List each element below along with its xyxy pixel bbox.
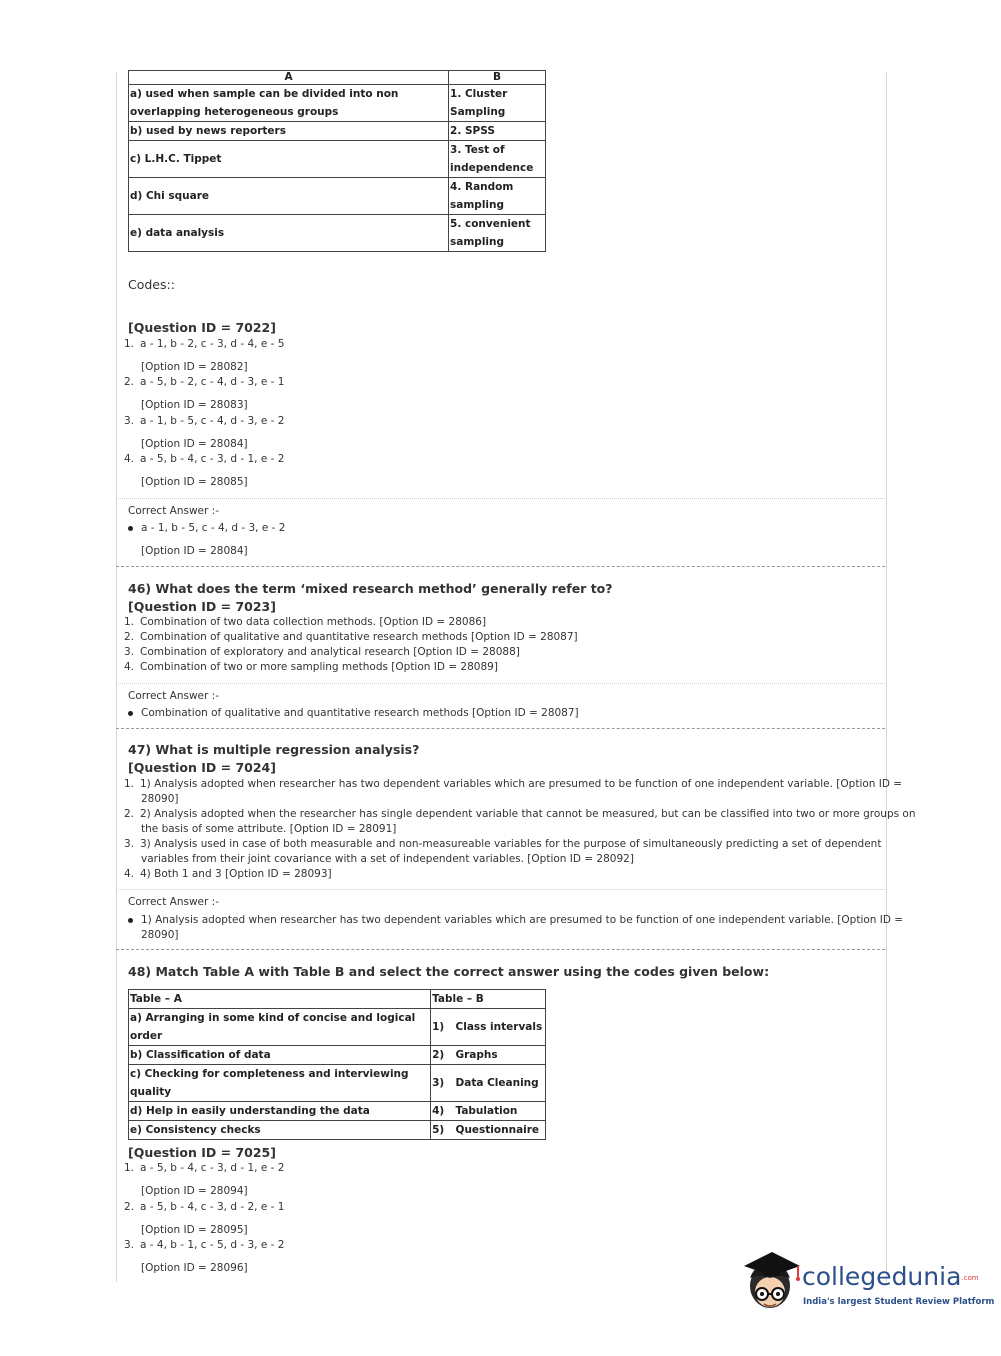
- table1-header-b: B: [449, 71, 546, 85]
- logo-suffix: .com: [961, 1274, 979, 1282]
- question-id: [Question ID = 7024]: [128, 760, 276, 775]
- option-number: 1.: [124, 778, 135, 790]
- option-item: [124, 452, 284, 467]
- option-number: 2.: [124, 1201, 135, 1213]
- table1-cell-a: d) Chi square: [129, 178, 449, 215]
- option-text: Combination of two or more sampling methods [Option ID = 28089]: [140, 661, 498, 673]
- question-title: 47) What is multiple regression analysis?: [128, 742, 420, 757]
- correct-answer: [128, 913, 903, 928]
- question-divider: [116, 566, 885, 567]
- option-text: a - 5, b - 4, c - 3, d - 2, e - 1: [140, 1201, 285, 1213]
- option-text: Combination of qualitative and quantitative research methods [Option ID = 28087]: [140, 631, 578, 643]
- table1-cell-a: e) data analysis: [129, 215, 449, 252]
- option-text: a - 5, b - 4, c - 3, d - 1, e - 2: [140, 453, 285, 465]
- table2-cell-a: c) Checking for completeness and interviewing quality: [129, 1065, 431, 1102]
- option-text: a - 5, b - 4, c - 3, d - 1, e - 2: [140, 1162, 285, 1174]
- option-text: 2) Analysis adopted when the researcher has single dependent variable that cannot be measured, but can be classified into two or more groups on: [140, 808, 916, 820]
- question-id: [Question ID = 7025]: [128, 1145, 276, 1160]
- table2-cell-num: 3): [431, 1065, 455, 1102]
- table2-cell-b: Graphs: [455, 1046, 546, 1065]
- option-text: 1) Analysis adopted when researcher has two dependent variables which are presumed to be function of one independent variable. [Option ID =: [140, 778, 903, 790]
- option-number: 4.: [124, 661, 135, 673]
- option-number: 2.: [124, 631, 135, 643]
- question-id: [Question ID = 7022]: [128, 320, 276, 335]
- option-item: [124, 414, 284, 429]
- option-number: 3.: [124, 646, 135, 658]
- question-divider: [116, 728, 885, 729]
- correct-answer: [128, 521, 285, 536]
- table1-cell-b: 4. Random sampling: [449, 178, 546, 215]
- table2-cell-a: d) Help in easily understanding the data: [129, 1102, 431, 1121]
- option-item: [124, 867, 332, 882]
- option-id: [Option ID = 28084]: [141, 545, 248, 557]
- option-text: 3) Analysis used in case of both measurable and non-measureable variables for the purpose of simultaneously predicting a set of dependent: [140, 838, 882, 850]
- bullet-icon: [128, 711, 133, 716]
- bullet-icon: [128, 918, 133, 923]
- table2-header-a: Table – A: [129, 990, 431, 1009]
- option-text: a - 5, b - 2, c - 4, d - 3, e - 1: [140, 376, 285, 388]
- option-number: 4.: [124, 868, 135, 880]
- match-table-2: [128, 989, 546, 1140]
- option-number: 1.: [124, 1162, 135, 1174]
- table2-header-b: Table – B: [431, 990, 546, 1009]
- option-number: 2.: [124, 808, 135, 820]
- option-item: [124, 645, 520, 660]
- section-separator: [116, 889, 885, 890]
- option-text: Combination of exploratory and analytical research [Option ID = 28088]: [140, 646, 520, 658]
- correct-answer-label: Correct Answer :-: [128, 690, 219, 702]
- table1-cell-a: a) used when sample can be divided into non overlapping heterogeneous groups: [129, 85, 449, 122]
- logo-wordmark: [802, 1262, 979, 1291]
- option-item: [124, 375, 284, 390]
- option-item: [124, 777, 902, 792]
- option-item: [124, 630, 578, 645]
- correct-answer: [128, 706, 579, 721]
- option-id: [Option ID = 28095]: [141, 1224, 248, 1236]
- table2-cell-b: Tabulation: [455, 1102, 546, 1121]
- option-id: [Option ID = 28096]: [141, 1262, 248, 1274]
- table2-cell-num: 2): [431, 1046, 455, 1065]
- table1-cell-b: 1. Cluster Sampling: [449, 85, 546, 122]
- correct-answer-continuation: 28090]: [141, 929, 179, 941]
- table1-header-a: A: [129, 71, 449, 85]
- option-number: 3.: [124, 838, 135, 850]
- option-number: 1.: [124, 616, 135, 628]
- table2-cell-a: b) Classification of data: [129, 1046, 431, 1065]
- option-number: 3.: [124, 415, 135, 427]
- table2-cell-b: Questionnaire: [455, 1121, 546, 1140]
- question-title: 46) What does the term ‘mixed research method’ generally refer to?: [128, 581, 613, 596]
- option-id: [Option ID = 28085]: [141, 476, 248, 488]
- table1-cell-b: 2. SPSS: [449, 122, 546, 141]
- codes-label: Codes::: [128, 277, 175, 292]
- option-number: 3.: [124, 1239, 135, 1251]
- option-id: [Option ID = 28083]: [141, 399, 248, 411]
- option-id: [Option ID = 28082]: [141, 361, 248, 373]
- table1-cell-b: 3. Test of independence: [449, 141, 546, 178]
- option-item: [124, 615, 486, 630]
- logo-name: collegedunia: [802, 1262, 962, 1291]
- question-id: [Question ID = 7023]: [128, 599, 276, 614]
- question-divider: [116, 949, 885, 950]
- option-number: 1.: [124, 338, 135, 350]
- option-item: [124, 1161, 284, 1176]
- section-separator: [116, 683, 885, 684]
- option-id: [Option ID = 28094]: [141, 1185, 248, 1197]
- option-item: [124, 807, 916, 822]
- table2-cell-b: Data Cleaning: [455, 1065, 546, 1102]
- option-text: Combination of two data collection methods. [Option ID = 28086]: [140, 616, 487, 628]
- match-table-1: [128, 70, 546, 252]
- section-separator: [116, 498, 885, 499]
- table1-cell-b: 5. convenient sampling: [449, 215, 546, 252]
- table2-cell-b: Class intervals: [455, 1009, 546, 1046]
- option-item: [124, 837, 881, 852]
- bullet-icon: [128, 526, 133, 531]
- correct-answer-text: 1) Analysis adopted when researcher has two dependent variables which are presumed to be function of one independent variable. [Option ID =: [141, 914, 904, 926]
- table2-cell-num: 4): [431, 1102, 455, 1121]
- option-text: a - 4, b - 1, c - 5, d - 3, e - 2: [140, 1239, 285, 1251]
- logo-tagline: India's largest Student Review Platform: [803, 1297, 995, 1307]
- correct-answer-text: a - 1, b - 5, c - 4, d - 3, e - 2: [141, 522, 286, 534]
- table2-cell-a: e) Consistency checks: [129, 1121, 431, 1140]
- option-text: a - 1, b - 2, c - 3, d - 4, e - 5: [140, 338, 285, 350]
- option-text-continuation: 28090]: [141, 793, 179, 805]
- correct-answer-label: Correct Answer :-: [128, 896, 219, 908]
- option-id: [Option ID = 28084]: [141, 438, 248, 450]
- option-item: [124, 660, 498, 675]
- option-text: a - 1, b - 5, c - 4, d - 3, e - 2: [140, 415, 285, 427]
- option-number: 4.: [124, 453, 135, 465]
- table1-cell-a: b) used by news reporters: [129, 122, 449, 141]
- table2-cell-num: 5): [431, 1121, 455, 1140]
- correct-answer-label: Correct Answer :-: [128, 505, 219, 517]
- table2-cell-a: a) Arranging in some kind of concise and logical order: [129, 1009, 431, 1046]
- option-text-continuation: variables from their joint covariance with a set of independent variables. [Option ID = 28092]: [141, 853, 634, 865]
- option-item: [124, 1238, 284, 1253]
- table1-cell-a: c) L.H.C. Tippet: [129, 141, 449, 178]
- option-item: [124, 337, 284, 352]
- table2-cell-num: 1): [431, 1009, 455, 1046]
- option-item: [124, 1200, 284, 1215]
- option-text-continuation: the basis of some attribute. [Option ID = 28091]: [141, 823, 397, 835]
- option-number: 2.: [124, 376, 135, 388]
- question-title: 48) Match Table A with Table B and select the correct answer using the codes given below:: [128, 964, 770, 979]
- correct-answer-text: Combination of qualitative and quantitative research methods [Option ID = 28087]: [141, 707, 579, 719]
- option-text: 4) Both 1 and 3 [Option ID = 28093]: [140, 868, 332, 880]
